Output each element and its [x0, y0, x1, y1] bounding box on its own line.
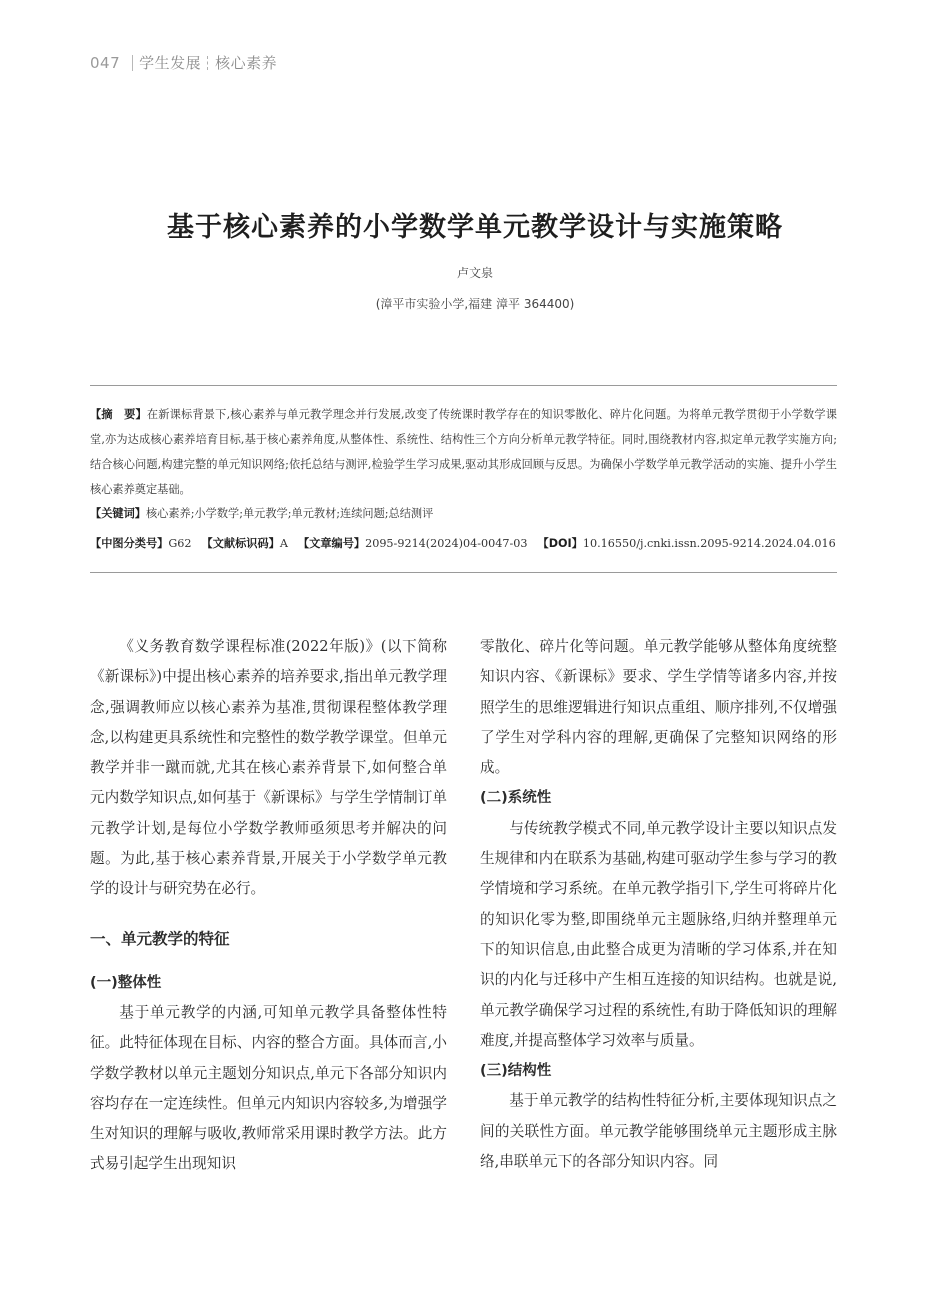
abstract — [90, 402, 837, 502]
doi-label: 【DOI】 — [537, 537, 583, 550]
article-title: 基于核心素养的小学数学单元教学设计与实施策略 — [167, 212, 783, 243]
article-number-label: 【文章编号】 — [297, 537, 366, 550]
doi-value: 10.16550/j.cnki.issn.2095-9214.2024.04.016 — [582, 537, 836, 550]
doc-code-value: A — [279, 537, 288, 550]
keywords-text: 核心素养;小学数学;单元教学;单元教材;连续问题;总结测评 — [145, 507, 434, 520]
subsection-1-paragraph: 基于单元教学的内涵,可知单元教学具备整体性特征。此特征体现在目标、内容的整合方面。具体而言,小学数学教材以单元主题划分知识点,单元下各部分知识内容均存在一定连续性。但单元内知识内容较多,为增强学生对知识的理解与吸收,教师常采用课时教学方法。此方式易引起学生出现知识 — [90, 1003, 447, 1173]
author-affiliation: (漳平市实验小学,福建 漳平 364400) — [375, 297, 575, 311]
header-separator — [207, 56, 209, 70]
doc-code-label: 【文献标识码】 — [201, 537, 280, 550]
subsection-heading-3: (三)结构性 — [480, 1063, 552, 1080]
subsection-heading-2: (二)系统性 — [480, 790, 552, 807]
top-rule — [90, 385, 837, 386]
section-heading: 一、单元教学的特征 — [90, 929, 230, 948]
classification-line — [90, 535, 850, 551]
subsection-2-paragraph: 与传统教学模式不同,单元教学设计主要以知识点发生规律和内在联系为基础,构建可驱动学生参与学习的教学情境和学习系统。在单元教学指引下,学生可将碎片化的知识化零为整,即围绕单元主题脉络,归纳并整理单元下的知识信息,由此整合成更为清晰的学习体系,并在知识的内化与迁移中产生相互连接的知识结构。也就是说,单元教学确保学习过程的系统性,有助于降低知识的理解难度,并提高整体学习效率与质量。 — [480, 819, 837, 1049]
abstract-text: 在新课标背景下,核心素养与单元教学理念并行发展,改变了传统课时教学存在的知识零散化、碎片化问题。为将单元教学贯彻于小学数学课堂,亦为达成核心素养培育目标,基于核心素养角度,从整体性、系统性、结构性三个方向分析单元教学特征。同时,围绕教材内容,拟定单元教学实施方向;结合核心问题,构建完整的单元知识网络;依托总结与测评,检验学生学习成果,驱动其形成回顾与反思。为确保小学数学单元教学活动的实施、提升小学生核心素养奠定基础。 — [90, 408, 837, 496]
clc-value: G62 — [168, 537, 192, 550]
left-column — [90, 632, 447, 1180]
abstract-label: 【摘 要】 — [90, 408, 147, 421]
intro-paragraph: 《义务教育数学课程标准(2022年版)》(以下简称《新课标》)中提出核心素养的培养要求,指出单元教学理念,强调教师应以核心素养为基准,贯彻课程整体教学理念,以构建更具系统性和完整性的数学教学课堂。但单元教学并非一蹴而就,尤其在核心素养背景下,如何整合单元内数学知识点,如何基于《新课标》与学生学情制订单元教学计划,是每位小学数学教师亟须思考并解决的问题。为此,基于核心素养背景,开展关于小学数学单元教学的设计与研究势在必行。 — [90, 638, 447, 898]
bottom-rule — [90, 572, 837, 573]
article-author: 卢文泉 — [456, 266, 493, 280]
page-number: 047 — [90, 53, 121, 72]
subsection-1-continued: 零散化、碎片化等问题。单元教学能够从整体角度统整知识内容、《新课标》要求、学生学情等诸多内容,并按照学生的思维逻辑进行知识点重组、顺序排列,不仅增强了学生对学科内容的理解,更确保了完整知识网络的形成。 — [480, 638, 837, 777]
keywords — [90, 505, 850, 521]
running-header — [90, 52, 277, 73]
header-subsection: 核心素养 — [215, 54, 278, 72]
keywords-label: 【关键词】 — [90, 507, 146, 520]
article-number-value: 2095-9214(2024)04-0047-03 — [365, 537, 528, 550]
right-column — [480, 632, 837, 1177]
subsection-3-paragraph: 基于单元教学的结构性特征分析,主要体现知识点之间的关联性方面。单元教学能够围绕单元主题形成主脉络,串联单元下的各部分知识内容。同 — [480, 1092, 837, 1171]
header-section: 学生发展 — [139, 54, 202, 72]
header-divider — [132, 55, 133, 71]
subsection-heading-1: (一)整体性 — [90, 974, 162, 991]
clc-label: 【中图分类号】 — [90, 537, 169, 550]
